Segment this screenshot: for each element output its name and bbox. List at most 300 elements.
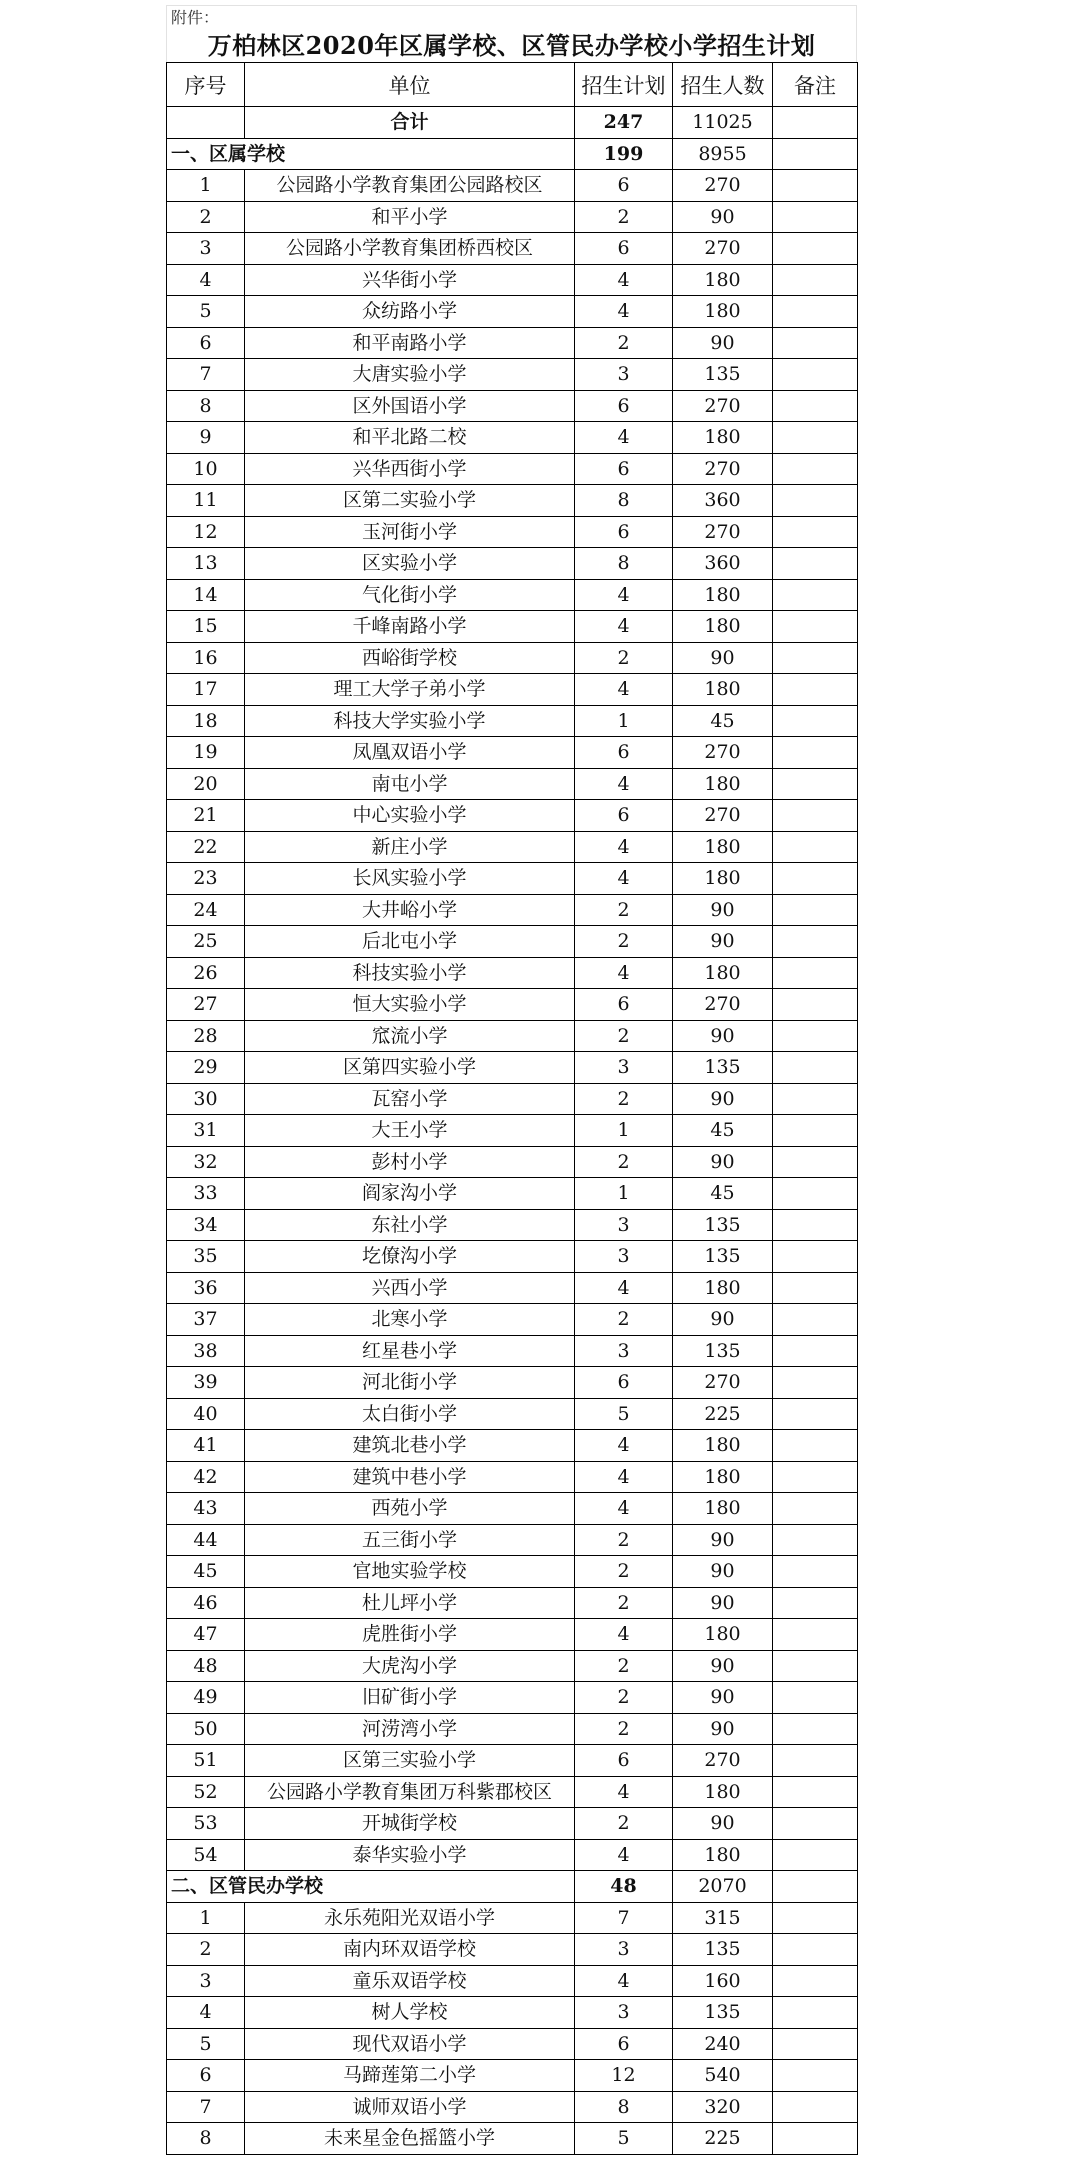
enroll-plan: 6 bbox=[575, 1745, 673, 1777]
school-row bbox=[167, 1619, 858, 1651]
note-cell bbox=[773, 1997, 858, 2029]
school-row bbox=[167, 1461, 858, 1493]
section-label: 二、区管民办学校 bbox=[167, 1871, 575, 1903]
note-cell bbox=[773, 1902, 858, 1934]
enroll-plan: 1 bbox=[575, 705, 673, 737]
enroll-count: 270 bbox=[673, 989, 773, 1021]
row-index: 45 bbox=[167, 1556, 245, 1588]
enroll-count: 45 bbox=[673, 705, 773, 737]
note-cell bbox=[773, 705, 858, 737]
school-name: 区第三实验小学 bbox=[245, 1745, 575, 1777]
enroll-count: 180 bbox=[673, 1461, 773, 1493]
row-index: 16 bbox=[167, 642, 245, 674]
note-cell bbox=[773, 1178, 858, 1210]
header-plan: 招生计划 bbox=[575, 63, 673, 107]
row-index: 18 bbox=[167, 705, 245, 737]
enroll-plan: 4 bbox=[575, 1430, 673, 1462]
total-label: 合计 bbox=[245, 107, 575, 139]
enroll-plan: 4 bbox=[575, 1272, 673, 1304]
school-row bbox=[167, 831, 858, 863]
enroll-plan: 2 bbox=[575, 201, 673, 233]
enroll-plan: 4 bbox=[575, 1965, 673, 1997]
row-index: 7 bbox=[167, 2091, 245, 2123]
school-name: 区第四实验小学 bbox=[245, 1052, 575, 1084]
enroll-plan: 6 bbox=[575, 233, 673, 265]
school-row bbox=[167, 201, 858, 233]
enroll-plan: 3 bbox=[575, 1997, 673, 2029]
enroll-plan: 8 bbox=[575, 2091, 673, 2123]
note-cell bbox=[773, 1083, 858, 1115]
school-row bbox=[167, 1146, 858, 1178]
row-index: 31 bbox=[167, 1115, 245, 1147]
enroll-count: 225 bbox=[673, 1398, 773, 1430]
note-cell bbox=[773, 1272, 858, 1304]
enroll-plan: 3 bbox=[575, 1934, 673, 1966]
row-index: 48 bbox=[167, 1650, 245, 1682]
note-cell bbox=[773, 233, 858, 265]
enroll-plan: 4 bbox=[575, 422, 673, 454]
school-row bbox=[167, 1965, 858, 1997]
enroll-count: 315 bbox=[673, 1902, 773, 1934]
note-cell bbox=[773, 516, 858, 548]
enroll-count: 270 bbox=[673, 737, 773, 769]
note-cell bbox=[773, 1052, 858, 1084]
school-row bbox=[167, 1839, 858, 1871]
enroll-plan: 2 bbox=[575, 1083, 673, 1115]
note-cell bbox=[773, 1020, 858, 1052]
row-index: 17 bbox=[167, 674, 245, 706]
enroll-plan: 8 bbox=[575, 548, 673, 580]
enroll-plan: 4 bbox=[575, 296, 673, 328]
school-row bbox=[167, 2060, 858, 2092]
enroll-count: 270 bbox=[673, 233, 773, 265]
enroll-count: 180 bbox=[673, 1272, 773, 1304]
enroll-count: 225 bbox=[673, 2123, 773, 2155]
enroll-count: 90 bbox=[673, 926, 773, 958]
section-count: 8955 bbox=[673, 138, 773, 170]
enroll-plan: 5 bbox=[575, 2123, 673, 2155]
school-row bbox=[167, 957, 858, 989]
enroll-count: 90 bbox=[673, 1556, 773, 1588]
enroll-plan: 3 bbox=[575, 1335, 673, 1367]
enroll-plan: 4 bbox=[575, 957, 673, 989]
school-name: 童乐双语学校 bbox=[245, 1965, 575, 1997]
enroll-plan: 2 bbox=[575, 1650, 673, 1682]
school-name: 兴华西街小学 bbox=[245, 453, 575, 485]
enroll-plan: 2 bbox=[575, 327, 673, 359]
enroll-plan: 2 bbox=[575, 1682, 673, 1714]
school-row bbox=[167, 1745, 858, 1777]
school-name: 科技实验小学 bbox=[245, 957, 575, 989]
row-index: 40 bbox=[167, 1398, 245, 1430]
enroll-count: 45 bbox=[673, 1115, 773, 1147]
note-cell bbox=[773, 831, 858, 863]
school-name: 和平北路二校 bbox=[245, 422, 575, 454]
school-name: 诚师双语小学 bbox=[245, 2091, 575, 2123]
note-cell bbox=[773, 957, 858, 989]
school-row bbox=[167, 327, 858, 359]
row-index: 2 bbox=[167, 201, 245, 233]
row-index: 34 bbox=[167, 1209, 245, 1241]
school-name: 彭村小学 bbox=[245, 1146, 575, 1178]
row-index: 5 bbox=[167, 296, 245, 328]
note-cell bbox=[773, 579, 858, 611]
row-index: 25 bbox=[167, 926, 245, 958]
row-index: 53 bbox=[167, 1808, 245, 1840]
note-cell bbox=[773, 1524, 858, 1556]
row-index: 51 bbox=[167, 1745, 245, 1777]
enroll-count: 90 bbox=[673, 1020, 773, 1052]
enroll-plan: 4 bbox=[575, 1493, 673, 1525]
enroll-plan: 2 bbox=[575, 642, 673, 674]
enroll-count: 160 bbox=[673, 1965, 773, 1997]
enroll-plan: 3 bbox=[575, 1241, 673, 1273]
enroll-count: 180 bbox=[673, 611, 773, 643]
school-row bbox=[167, 485, 858, 517]
school-name: 凤凰双语小学 bbox=[245, 737, 575, 769]
enroll-count: 270 bbox=[673, 390, 773, 422]
enroll-count: 180 bbox=[673, 1839, 773, 1871]
note-cell bbox=[773, 1304, 858, 1336]
school-name: 永乐苑阳光双语小学 bbox=[245, 1902, 575, 1934]
enroll-count: 90 bbox=[673, 327, 773, 359]
school-row bbox=[167, 1367, 858, 1399]
school-row bbox=[167, 1272, 858, 1304]
row-index: 43 bbox=[167, 1493, 245, 1525]
school-row bbox=[167, 894, 858, 926]
enroll-plan: 6 bbox=[575, 2028, 673, 2060]
school-row bbox=[167, 1997, 858, 2029]
row-index: 20 bbox=[167, 768, 245, 800]
school-row bbox=[167, 264, 858, 296]
enroll-plan: 2 bbox=[575, 1524, 673, 1556]
row-index: 42 bbox=[167, 1461, 245, 1493]
row-index: 33 bbox=[167, 1178, 245, 1210]
school-row bbox=[167, 516, 858, 548]
enroll-plan: 3 bbox=[575, 1209, 673, 1241]
school-name: 北寒小学 bbox=[245, 1304, 575, 1336]
note-cell bbox=[773, 359, 858, 391]
header-unit: 单位 bbox=[245, 63, 575, 107]
row-index: 39 bbox=[167, 1367, 245, 1399]
note-cell bbox=[773, 2091, 858, 2123]
school-name: 官地实验学校 bbox=[245, 1556, 575, 1588]
school-name: 太白街小学 bbox=[245, 1398, 575, 1430]
row-index: 38 bbox=[167, 1335, 245, 1367]
row-index: 41 bbox=[167, 1430, 245, 1462]
note-cell bbox=[773, 1430, 858, 1462]
enroll-count: 90 bbox=[673, 1524, 773, 1556]
note-cell bbox=[773, 201, 858, 233]
school-row bbox=[167, 359, 858, 391]
row-index: 21 bbox=[167, 800, 245, 832]
enroll-count: 180 bbox=[673, 264, 773, 296]
row-index: 26 bbox=[167, 957, 245, 989]
row-index: 15 bbox=[167, 611, 245, 643]
note-cell bbox=[773, 926, 858, 958]
school-name: 河涝湾小学 bbox=[245, 1713, 575, 1745]
school-name: 大虎沟小学 bbox=[245, 1650, 575, 1682]
school-name: 瓦窑小学 bbox=[245, 1083, 575, 1115]
row-index: 28 bbox=[167, 1020, 245, 1052]
enroll-plan: 8 bbox=[575, 485, 673, 517]
enroll-count: 90 bbox=[673, 201, 773, 233]
enroll-count: 90 bbox=[673, 1083, 773, 1115]
school-name: 公园路小学教育集团公园路校区 bbox=[245, 170, 575, 202]
row-index: 30 bbox=[167, 1083, 245, 1115]
school-row bbox=[167, 1178, 858, 1210]
enroll-plan: 4 bbox=[575, 863, 673, 895]
enroll-plan: 3 bbox=[575, 1052, 673, 1084]
note-cell bbox=[773, 1241, 858, 1273]
note-cell bbox=[773, 1556, 858, 1588]
enroll-count: 180 bbox=[673, 674, 773, 706]
school-name: 科技大学实验小学 bbox=[245, 705, 575, 737]
total-row bbox=[167, 107, 858, 139]
note-cell bbox=[773, 768, 858, 800]
note-cell bbox=[773, 422, 858, 454]
school-name: 开城街学校 bbox=[245, 1808, 575, 1840]
note-cell bbox=[773, 2060, 858, 2092]
row-index: 36 bbox=[167, 1272, 245, 1304]
enroll-count: 360 bbox=[673, 485, 773, 517]
note-cell bbox=[773, 1209, 858, 1241]
enroll-count: 135 bbox=[673, 1241, 773, 1273]
school-name: 圪僚沟小学 bbox=[245, 1241, 575, 1273]
row-index: 1 bbox=[167, 1902, 245, 1934]
note-cell bbox=[773, 1965, 858, 1997]
row-index: 3 bbox=[167, 233, 245, 265]
row-index: 46 bbox=[167, 1587, 245, 1619]
enroll-count: 180 bbox=[673, 422, 773, 454]
school-name: 树人学校 bbox=[245, 1997, 575, 2029]
header-note: 备注 bbox=[773, 63, 858, 107]
total-count: 11025 bbox=[673, 107, 773, 139]
row-index: 6 bbox=[167, 327, 245, 359]
enroll-count: 90 bbox=[673, 1304, 773, 1336]
school-row bbox=[167, 1808, 858, 1840]
row-index: 8 bbox=[167, 2123, 245, 2155]
enroll-plan: 1 bbox=[575, 1178, 673, 1210]
school-name: 大唐实验小学 bbox=[245, 359, 575, 391]
school-name: 区外国语小学 bbox=[245, 390, 575, 422]
school-row bbox=[167, 1209, 858, 1241]
note-cell bbox=[773, 863, 858, 895]
total-plan: 247 bbox=[575, 107, 673, 139]
school-name: 马蹄莲第二小学 bbox=[245, 2060, 575, 2092]
school-name: 建筑中巷小学 bbox=[245, 1461, 575, 1493]
school-row bbox=[167, 611, 858, 643]
school-name: 气化街小学 bbox=[245, 579, 575, 611]
enrollment-table bbox=[166, 62, 858, 2155]
school-row bbox=[167, 453, 858, 485]
note-cell bbox=[773, 1745, 858, 1777]
school-name: 兴华街小学 bbox=[245, 264, 575, 296]
note-cell bbox=[773, 296, 858, 328]
school-name: 大王小学 bbox=[245, 1115, 575, 1147]
note-cell bbox=[773, 453, 858, 485]
note-cell bbox=[773, 1146, 858, 1178]
school-row bbox=[167, 1020, 858, 1052]
note-cell bbox=[773, 1934, 858, 1966]
enroll-count: 360 bbox=[673, 548, 773, 580]
school-name: 恒大实验小学 bbox=[245, 989, 575, 1021]
note-cell bbox=[773, 1493, 858, 1525]
school-name: 千峰南路小学 bbox=[245, 611, 575, 643]
enroll-count: 135 bbox=[673, 1335, 773, 1367]
school-row bbox=[167, 1650, 858, 1682]
header-index: 序号 bbox=[167, 63, 245, 107]
school-row bbox=[167, 768, 858, 800]
enroll-plan: 5 bbox=[575, 1398, 673, 1430]
document-title: 万柏林区2020年区属学校、区管民办学校小学招生计划 bbox=[166, 29, 857, 62]
row-index: 12 bbox=[167, 516, 245, 548]
enroll-plan: 6 bbox=[575, 453, 673, 485]
school-name: 未来星金色摇篮小学 bbox=[245, 2123, 575, 2155]
enroll-count: 270 bbox=[673, 516, 773, 548]
enroll-count: 180 bbox=[673, 957, 773, 989]
school-name: 大井峪小学 bbox=[245, 894, 575, 926]
school-row bbox=[167, 1115, 858, 1147]
school-name: 南屯小学 bbox=[245, 768, 575, 800]
enroll-plan: 6 bbox=[575, 1367, 673, 1399]
header-count: 招生人数 bbox=[673, 63, 773, 107]
enroll-plan: 2 bbox=[575, 894, 673, 926]
note-cell bbox=[773, 1871, 858, 1903]
enroll-count: 540 bbox=[673, 2060, 773, 2092]
enroll-plan: 4 bbox=[575, 1461, 673, 1493]
school-name: 玉河街小学 bbox=[245, 516, 575, 548]
enroll-count: 90 bbox=[673, 1713, 773, 1745]
school-row bbox=[167, 1524, 858, 1556]
school-row bbox=[167, 170, 858, 202]
school-name: 窊流小学 bbox=[245, 1020, 575, 1052]
school-row bbox=[167, 2091, 858, 2123]
row-index: 11 bbox=[167, 485, 245, 517]
note-cell bbox=[773, 611, 858, 643]
enroll-plan: 2 bbox=[575, 1304, 673, 1336]
school-row bbox=[167, 1587, 858, 1619]
school-row bbox=[167, 1556, 858, 1588]
school-name: 区第二实验小学 bbox=[245, 485, 575, 517]
enroll-count: 180 bbox=[673, 1619, 773, 1651]
school-row bbox=[167, 926, 858, 958]
row-index: 22 bbox=[167, 831, 245, 863]
note-cell bbox=[773, 264, 858, 296]
school-name: 河北街小学 bbox=[245, 1367, 575, 1399]
enroll-count: 320 bbox=[673, 2091, 773, 2123]
school-name: 南内环双语学校 bbox=[245, 1934, 575, 1966]
enroll-plan: 2 bbox=[575, 1556, 673, 1588]
school-row bbox=[167, 1241, 858, 1273]
school-row bbox=[167, 2028, 858, 2060]
note-cell bbox=[773, 485, 858, 517]
school-name: 现代双语小学 bbox=[245, 2028, 575, 2060]
note-cell bbox=[773, 1682, 858, 1714]
note-cell bbox=[773, 737, 858, 769]
note-cell bbox=[773, 1808, 858, 1840]
school-row bbox=[167, 1083, 858, 1115]
school-row bbox=[167, 422, 858, 454]
enroll-plan: 4 bbox=[575, 1776, 673, 1808]
school-row bbox=[167, 1902, 858, 1934]
row-index: 24 bbox=[167, 894, 245, 926]
row-index: 4 bbox=[167, 1997, 245, 2029]
row-index: 9 bbox=[167, 422, 245, 454]
enroll-count: 135 bbox=[673, 1052, 773, 1084]
enroll-count: 180 bbox=[673, 831, 773, 863]
school-name: 阎家沟小学 bbox=[245, 1178, 575, 1210]
enroll-plan: 4 bbox=[575, 611, 673, 643]
school-row bbox=[167, 548, 858, 580]
school-name: 东社小学 bbox=[245, 1209, 575, 1241]
school-name: 建筑北巷小学 bbox=[245, 1430, 575, 1462]
enroll-count: 45 bbox=[673, 1178, 773, 1210]
school-row bbox=[167, 1304, 858, 1336]
note-cell bbox=[773, 1839, 858, 1871]
row-index: 13 bbox=[167, 548, 245, 580]
enroll-count: 240 bbox=[673, 2028, 773, 2060]
note-cell bbox=[773, 674, 858, 706]
note-cell bbox=[773, 642, 858, 674]
row-index: 8 bbox=[167, 390, 245, 422]
section-row bbox=[167, 1871, 858, 1903]
note-cell bbox=[773, 1335, 858, 1367]
school-row bbox=[167, 705, 858, 737]
row-index: 52 bbox=[167, 1776, 245, 1808]
school-name: 和平南路小学 bbox=[245, 327, 575, 359]
enroll-count: 135 bbox=[673, 359, 773, 391]
enroll-count: 270 bbox=[673, 170, 773, 202]
enroll-plan: 2 bbox=[575, 1146, 673, 1178]
row-index: 4 bbox=[167, 264, 245, 296]
enroll-plan: 2 bbox=[575, 1020, 673, 1052]
enroll-count: 180 bbox=[673, 296, 773, 328]
row-index: 14 bbox=[167, 579, 245, 611]
school-name: 虎胜街小学 bbox=[245, 1619, 575, 1651]
note-cell bbox=[773, 1115, 858, 1147]
school-row bbox=[167, 1682, 858, 1714]
note-cell bbox=[773, 390, 858, 422]
school-row bbox=[167, 233, 858, 265]
school-row bbox=[167, 579, 858, 611]
school-row bbox=[167, 1934, 858, 1966]
school-row bbox=[167, 1493, 858, 1525]
school-row bbox=[167, 1776, 858, 1808]
school-name: 泰华实验小学 bbox=[245, 1839, 575, 1871]
section-label: 一、区属学校 bbox=[167, 138, 575, 170]
header-row bbox=[167, 63, 858, 107]
enroll-plan: 4 bbox=[575, 768, 673, 800]
enroll-count: 180 bbox=[673, 1493, 773, 1525]
note-cell bbox=[773, 800, 858, 832]
note-cell bbox=[773, 1461, 858, 1493]
school-row bbox=[167, 390, 858, 422]
school-row bbox=[167, 1052, 858, 1084]
attachment-label: 附件： bbox=[166, 5, 857, 29]
enroll-count: 180 bbox=[673, 768, 773, 800]
enroll-plan: 4 bbox=[575, 1839, 673, 1871]
row-index: 35 bbox=[167, 1241, 245, 1273]
school-row bbox=[167, 800, 858, 832]
spreadsheet bbox=[166, 5, 857, 2155]
note-cell bbox=[773, 2028, 858, 2060]
enroll-plan: 4 bbox=[575, 674, 673, 706]
enroll-count: 180 bbox=[673, 1430, 773, 1462]
enroll-count: 90 bbox=[673, 1587, 773, 1619]
section-row bbox=[167, 138, 858, 170]
school-row bbox=[167, 1335, 858, 1367]
